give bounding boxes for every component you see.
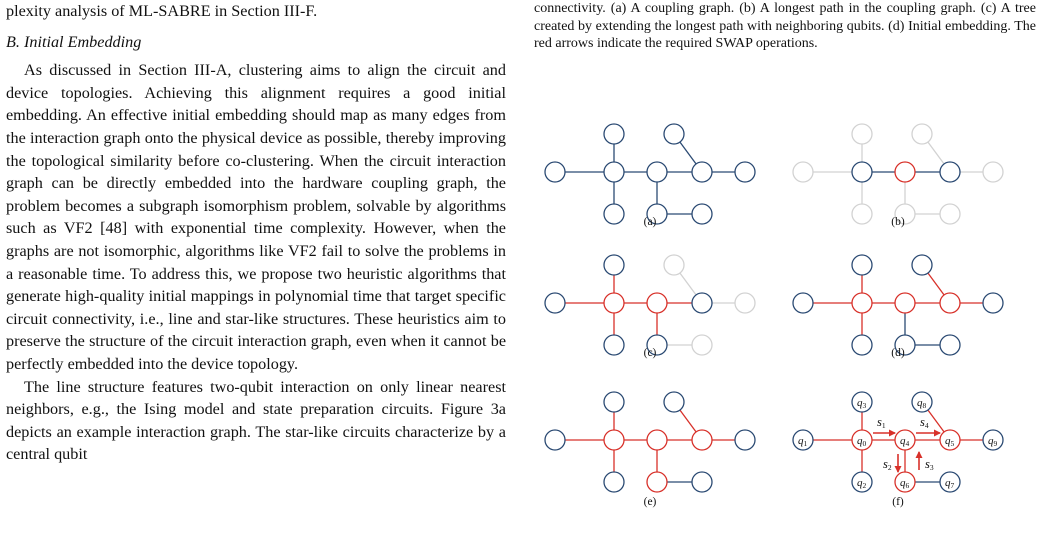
graph-node xyxy=(604,430,624,450)
graph-node xyxy=(983,162,1003,182)
qubit-label: q5 xyxy=(945,435,955,448)
graph-node xyxy=(912,255,932,275)
qubit-label: q9 xyxy=(988,435,998,448)
graph-node xyxy=(940,293,960,313)
graph-node xyxy=(895,293,915,313)
graph-node xyxy=(647,162,667,182)
figure-caption: connectivity. (a) A coupling graph. (b) A longest path in the coupling graph. (c) A tree created by extending the longest path with neighboring qubits. (d) Initial embedding. The red arrows indicate the required SWAP operations. xyxy=(534,1,1036,52)
qubit-label: q3 xyxy=(857,397,867,410)
graph-node xyxy=(604,335,624,355)
graph-node xyxy=(692,430,712,450)
graph-node xyxy=(664,124,684,144)
graph-node xyxy=(545,293,565,313)
graph-node xyxy=(735,162,755,182)
graph-node xyxy=(692,335,712,355)
graph-node xyxy=(545,162,565,182)
graph-node xyxy=(940,204,960,224)
graph-node xyxy=(604,255,624,275)
graph-node xyxy=(940,162,960,182)
graph-node xyxy=(692,293,712,313)
panel-label: (b) xyxy=(891,216,905,228)
qubit-label: q0 xyxy=(857,435,867,448)
panel-label: (a) xyxy=(643,216,657,228)
graph-node xyxy=(852,293,872,313)
swap-label: s2 xyxy=(883,457,892,472)
swap-label: s4 xyxy=(920,415,929,430)
swap-label: s1 xyxy=(877,415,886,430)
qubit-label: q6 xyxy=(900,477,910,490)
graph-node xyxy=(604,124,624,144)
graph-node xyxy=(793,293,813,313)
graph-node xyxy=(912,124,932,144)
graph-panel xyxy=(793,255,1003,359)
right-column xyxy=(534,0,1036,53)
graph-node xyxy=(940,335,960,355)
left-column xyxy=(6,0,506,466)
swap-label: s3 xyxy=(925,457,934,472)
graph-node xyxy=(692,472,712,492)
qubit-label: q2 xyxy=(857,477,867,490)
graph-node xyxy=(647,293,667,313)
qubit-label: q1 xyxy=(798,435,808,448)
graph-node xyxy=(604,392,624,412)
graph-node xyxy=(664,392,684,412)
graph-node xyxy=(604,472,624,492)
graph-node xyxy=(735,430,755,450)
graph-node xyxy=(664,255,684,275)
qubit-label: q4 xyxy=(900,435,910,448)
graph-node xyxy=(735,293,755,313)
graph-node xyxy=(604,293,624,313)
graph-panel xyxy=(793,392,1003,508)
graph-node xyxy=(895,162,915,182)
section-heading: B. Initial Embedding xyxy=(6,32,142,51)
graph-node xyxy=(692,204,712,224)
paragraph: As discussed in Section III-A, clustering aims to align the circuit and device topologies. Achieving this alignment requires a good initial embedding. An effective initial embedding should map as many edges from the interaction graph onto the physical device as possible, thereby improving the topological similarity before co-clustering. When the circuit interaction graph can be directly embedded into the hardware coupling graph, the problem becomes a subgraph isomorphism problem, solvable by algorithms such as VF2 [48] with exponential time complexity. However, when the graphs are not isomorphic, algorithms like VF2 fail to solve the problems in a reasonable time. To address this, we propose two heuristic algorithms that generate high-quality initial mappings in polynomial time that target specific circuit connectivity, i.e., line and star-like structures. These heuristics aim to preserve the structure of the circuit interaction graph, even when it cannot be perfectly embedded into the device topology. xyxy=(6,61,506,373)
graph-panel xyxy=(545,255,755,359)
qubit-label: q7 xyxy=(945,477,955,490)
graph-panel xyxy=(793,124,1003,228)
graph-node xyxy=(647,430,667,450)
graph-node xyxy=(647,472,667,492)
panel-label: (f) xyxy=(892,496,904,508)
graph-node xyxy=(852,335,872,355)
graph-node xyxy=(692,162,712,182)
graph-node xyxy=(852,204,872,224)
text-fragment: plexity analysis of ML-SABRE in Section III-F. xyxy=(6,2,318,20)
graph-node xyxy=(852,255,872,275)
panel-label: (e) xyxy=(643,496,657,508)
figure-graphs xyxy=(534,112,1034,542)
panel-label: (c) xyxy=(643,347,657,359)
panel-label: (d) xyxy=(891,347,905,359)
graph-node xyxy=(852,162,872,182)
paragraph: The line structure features two-qubit interaction on only linear nearest neighbors, e.g., the Ising model and state preparation circuits. Figure 3a depicts an example interaction graph. The star-like circuits characterize by a central qubit xyxy=(6,377,506,464)
graph-panel xyxy=(545,124,755,228)
graph-panel xyxy=(545,392,755,508)
graph-node xyxy=(545,430,565,450)
graph-node xyxy=(983,293,1003,313)
graph-node xyxy=(852,124,872,144)
graph-node xyxy=(793,162,813,182)
graph-node xyxy=(604,162,624,182)
graph-node xyxy=(604,204,624,224)
qubit-label: q8 xyxy=(917,397,927,410)
